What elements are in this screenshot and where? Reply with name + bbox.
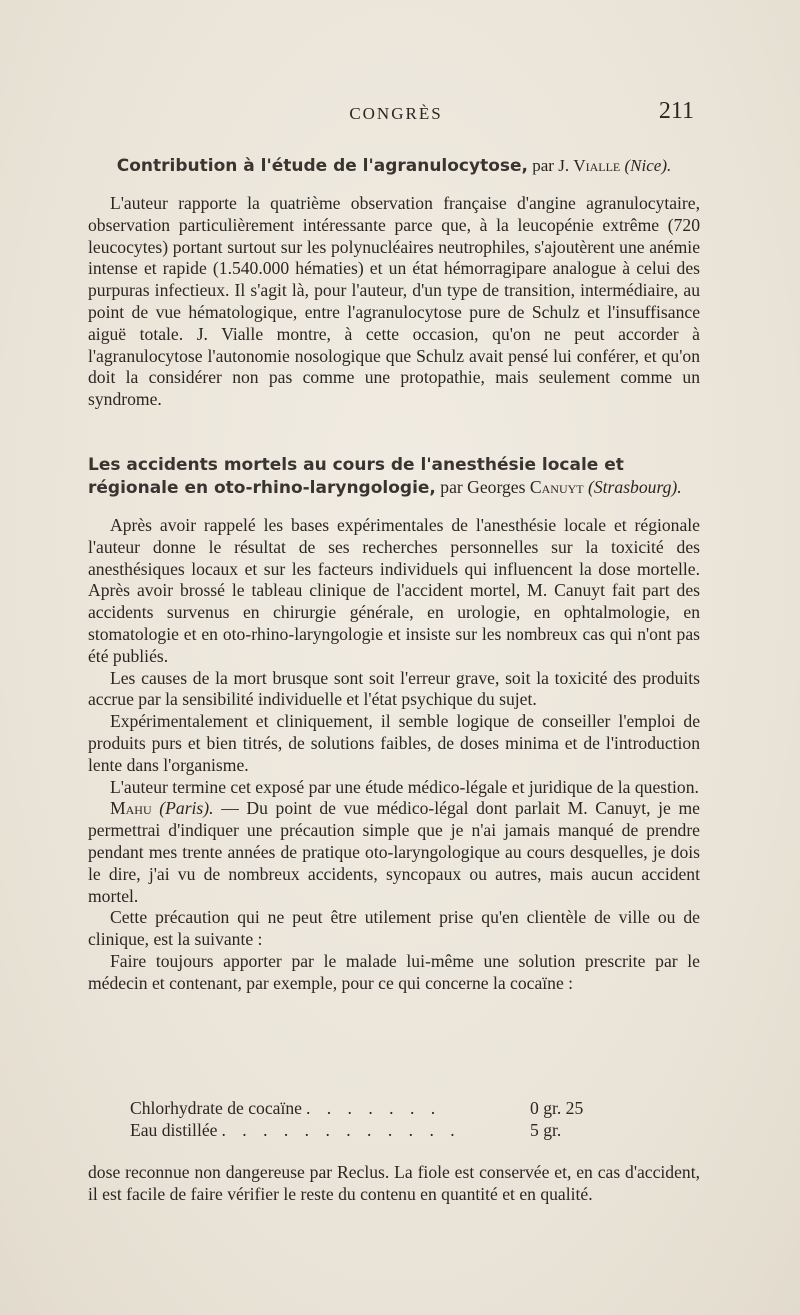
article-paragraph: Cette précaution qui ne peut être utilement prise qu'en clientèle de ville ou de clinique, est la suivante : bbox=[88, 907, 700, 950]
discussion-author: Mahu bbox=[110, 798, 152, 819]
closing-paragraph: dose reconnue non dangereuse par Reclus. La fiole est conservée et, en cas d'accident, il est facile de faire vérifier le reste du contenu en quantité et en qualité. bbox=[88, 1162, 700, 1204]
article-byline: par J. bbox=[532, 156, 570, 175]
article-author: Canuyt bbox=[529, 477, 584, 497]
article-paragraph: Après avoir rappelé les bases expérimentales de l'anesthésie locale et régionale l'auteur donne le résultat de ses recherches personnelles sur la toxicité des anesthésiques locaux et sur les facteurs individuels qui influencent la dose mortelle. Après avoir brossé le tableau clinique de l'accident mortel, M. Canuyt fait part des accidents survenus en chirurgie générale, en urologie, en ophtalmologie, en stomatologie et en oto-rhino-laryngologie et insiste sur les nombreux cas qui n'ont pas été publiés. bbox=[88, 515, 700, 666]
discussion-location: (Paris). bbox=[159, 798, 214, 819]
article-paragraph: Faire toujours apporter par le malade lui-même une solution prescrite par le médecin et contenant, par exemple, pour ce qui concerne la cocaïne : bbox=[88, 950, 700, 993]
article-location: (Strasbourg). bbox=[588, 477, 682, 497]
running-head bbox=[90, 98, 702, 128]
formula-row bbox=[130, 1097, 610, 1119]
formula-ingredient: Eau distillée bbox=[130, 1120, 218, 1140]
running-title: CONGRÈS bbox=[349, 104, 443, 123]
discussion-paragraph bbox=[88, 798, 700, 907]
article-title-text: Les accidents mortels au cours de l'anesthésie locale et régionale en oto-rhino-laryngologie, bbox=[88, 455, 624, 498]
formula-row bbox=[130, 1119, 610, 1141]
formula-ingredient: Chlorhydrate de cocaïne bbox=[130, 1098, 302, 1118]
article-paragraph: Expérimentalement et cliniquement, il semble logique de conseiller l'emploi de produits purs et bien titrés, de solutions faibles, de doses minima et de l'introduction lente dans l'organisme. bbox=[88, 711, 700, 775]
formula-leader: . . . . . . . . . . . . bbox=[221, 1120, 461, 1140]
article-title-text: Contribution à l'étude de l'agranulocytose, bbox=[116, 156, 528, 176]
formula-quantity: 0 gr. 25 bbox=[530, 1098, 584, 1118]
article-author: Vialle bbox=[573, 156, 621, 175]
formula-quantity: 5 gr. bbox=[530, 1120, 562, 1140]
article-title-1 bbox=[88, 155, 700, 177]
article-title-2 bbox=[88, 453, 700, 499]
page-number: 211 bbox=[658, 98, 694, 124]
article-paragraph: L'auteur rapporte la quatrième observation française d'angine agranulocytaire, observation particulièrement intéressante parce que, à la leucopénie extrême (720 leucocytes) portant surtout sur les polynucléaires neutrophiles, s'ajoutèrent une anémie intense et rapide (1.540.000 hématies) et un état hémorragipare analogue à celui des purpuras infectieux. Il s'agit là, pour l'auteur, d'un type de transition, intermédiaire, au point de vue hématologique, entre l'agranulocytose pure de Schulz et l'insuffisance aiguë totale. J. Vialle montre, à cette occasion, qu'on ne peut accorder à l'agranulocytose l'autonomie nosologique que Schulz avait pensé lui conférer, et qu'on doit la considérer non pas comme une protopathie, mais seulement comme un syndrome. bbox=[88, 193, 700, 410]
article-byline: par Georges bbox=[440, 477, 526, 497]
article-accidents bbox=[88, 453, 700, 995]
article-paragraph: Les causes de la mort brusque sont soit l'erreur grave, soit la toxicité des produits accrue par la sensibilité individuelle et l'état psychique du sujet. bbox=[88, 667, 700, 710]
article-contribution bbox=[88, 155, 700, 411]
formula-leader: . . . . . . . bbox=[305, 1098, 442, 1118]
article-location: (Nice). bbox=[624, 156, 672, 175]
closing-block bbox=[88, 1162, 700, 1206]
prescription-formula bbox=[130, 1097, 610, 1141]
article-paragraph: L'auteur termine cet exposé par une étude médico-légale et juridique de la question. bbox=[110, 776, 699, 797]
discussion-text: — Du point de vue médico-légal dont parlait M. Canuyt, je me permettrai d'indiquer une précaution simple que je n'ai jamais manqué de prendre pendant mes trente années de pratique oto-laryngologique au cours desquelles, je dois le dire, j'ai vu de nombreux accidents, syncopaux ou autres, mais aucun accident mortel. bbox=[88, 798, 700, 906]
